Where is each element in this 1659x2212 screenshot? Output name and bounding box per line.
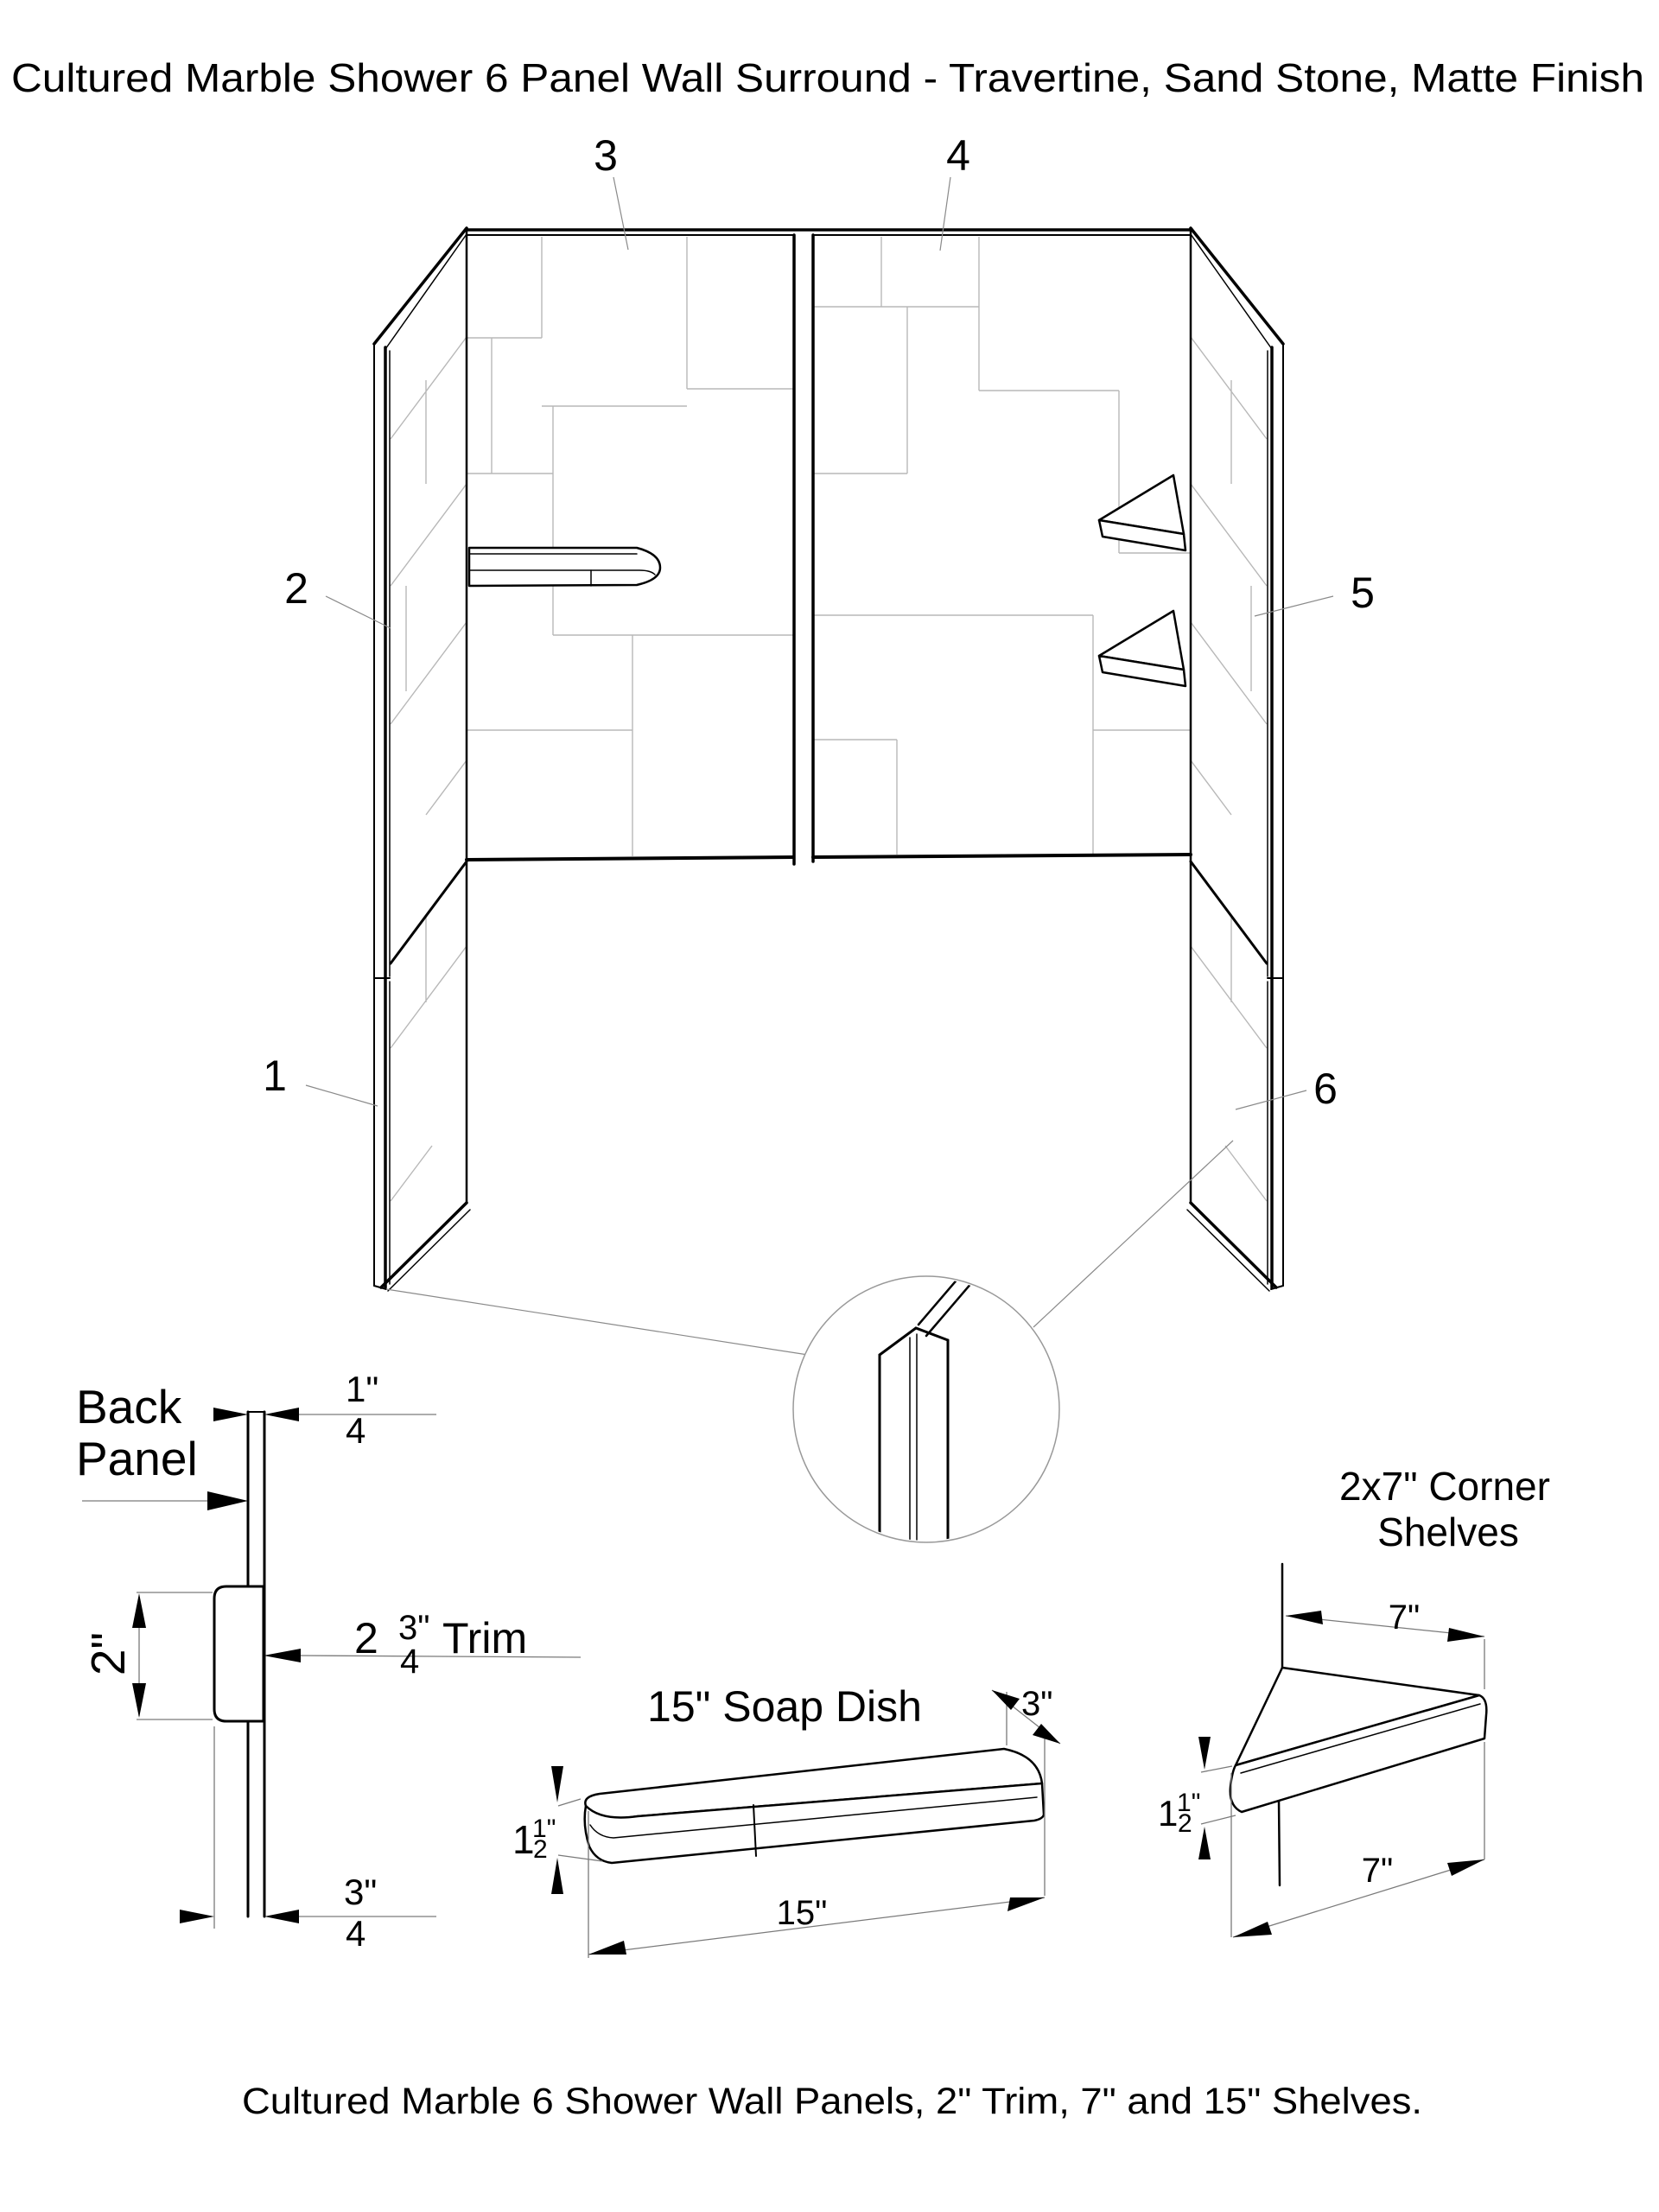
back-panel-label-line2: Panel (76, 1432, 198, 1485)
total-thickness-num: 3" (344, 1872, 378, 1912)
trim-label-num: 3" (398, 1609, 430, 1647)
part-label-2: 2 (284, 564, 308, 613)
main-surround-view (263, 131, 1375, 1291)
corner-shelf-lower (1099, 611, 1185, 686)
edge-detail-magnifier (386, 1141, 1233, 1555)
soap-dish-detail (512, 1682, 1060, 1958)
trim-callout (264, 1609, 581, 1681)
corner-shelf-height-whole: 1 (1158, 1793, 1179, 1834)
trim-section-block (214, 1586, 264, 1721)
corner-shelf-title-line2: Shelves (1377, 1510, 1519, 1554)
corner-shelf-upper (1099, 475, 1185, 550)
panel-thickness-num: 1" (346, 1369, 379, 1409)
soap-dish-15in (469, 548, 660, 586)
corner-shelf-height-num: 1" (1177, 1789, 1201, 1817)
page-title: Cultured Marble Shower 6 Panel Wall Surround - Travertine, Sand Stone, Matte Finish (11, 55, 1644, 100)
left-back-panel-tile-lines (467, 237, 793, 856)
part-label-1: 1 (263, 1052, 287, 1100)
soap-dish-depth-text: 3" (1021, 1685, 1053, 1723)
back-panel-label-line1: Back (76, 1380, 182, 1433)
back-panel-pointer-arrow (207, 1491, 248, 1510)
soap-dish-height-num: 1" (532, 1815, 556, 1843)
trim-label-whole: 2 (354, 1614, 378, 1662)
trim-height-dimension (81, 1592, 213, 1719)
total-thickness-den: 4 (346, 1913, 366, 1954)
corner-shelf-height-den: 2 (1178, 1809, 1192, 1838)
corner-shelf-title-line1: 2x7" Corner (1339, 1464, 1550, 1509)
surround-structure (374, 228, 1283, 1291)
right-side-wall-tile-lines (1191, 337, 1267, 1201)
soap-dish-title: 15" Soap Dish (647, 1682, 922, 1731)
part-label-5: 5 (1351, 569, 1375, 617)
corner-shelf-detail (1158, 1464, 1550, 1937)
soap-dish-height-whole: 1 (512, 1817, 535, 1862)
back-panel-section-detail (76, 1369, 581, 1954)
trim-height-text: 2" (81, 1631, 135, 1676)
trim-label-den: 4 (400, 1643, 420, 1681)
right-back-panel-tile-lines (813, 237, 1191, 855)
page-caption: Cultured Marble 6 Shower Wall Panels, 2" Trim, 7" and 15" Shelves. (242, 2081, 1422, 2122)
corner-shelf-top-width-text: 7" (1388, 1599, 1421, 1637)
corner-shelf-bottom-width-text: 7" (1361, 1852, 1394, 1890)
left-side-wall-tile-lines (391, 337, 467, 1201)
part-labels (263, 131, 1375, 1113)
total-thickness-dimension (180, 1726, 436, 1954)
part-label-3: 3 (594, 131, 618, 180)
soap-dish-length-text: 15" (776, 1894, 828, 1932)
part-label-6: 6 (1313, 1065, 1338, 1113)
part-label-4: 4 (946, 131, 970, 180)
trim-label-suffix: Trim (442, 1614, 528, 1662)
panel-thickness-den: 4 (346, 1410, 366, 1451)
soap-dish-height-den: 2 (533, 1835, 548, 1864)
corner-shelf-height-dimension (1158, 1737, 1236, 1859)
